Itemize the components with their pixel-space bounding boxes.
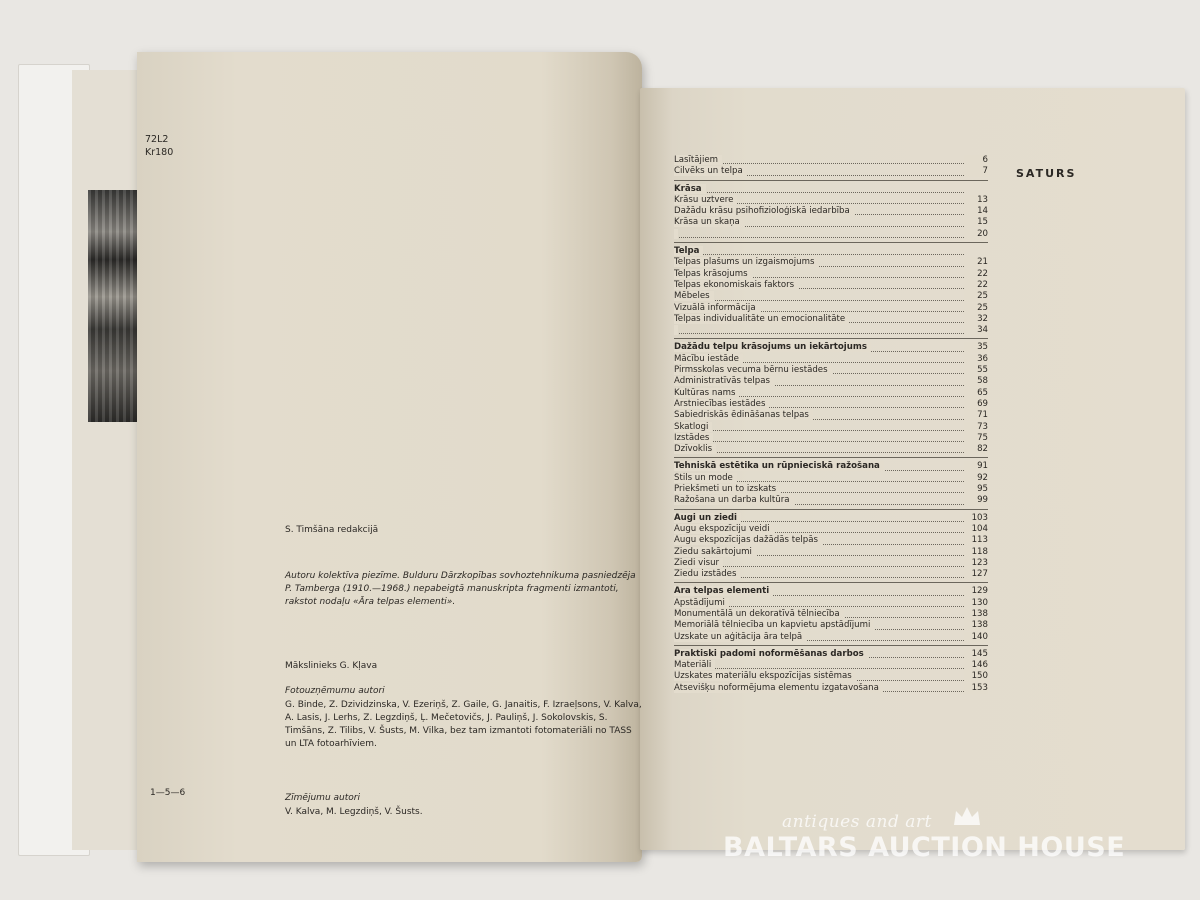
toc-entry-label: Sabiedriskās ēdināšanas telpas bbox=[674, 410, 813, 420]
toc-entry-page: 22 bbox=[964, 269, 988, 280]
toc-entry-label: Praktiski padomi noformēšanas darbos bbox=[674, 649, 868, 659]
photo-authors-title: Fotouzņēmumu autori bbox=[285, 686, 385, 696]
toc-entry-page: 65 bbox=[964, 388, 988, 399]
toc-entry-page: 113 bbox=[964, 535, 988, 546]
toc-entry-label: Dažādu telpu krāsojums un iekārtojums bbox=[674, 342, 871, 352]
toc-leader-dots bbox=[674, 300, 964, 301]
toc-entry-label bbox=[674, 229, 678, 239]
toc-entry-label: Āra telpas elementi bbox=[674, 586, 773, 596]
toc-entry bbox=[674, 399, 988, 410]
toc-entry-label: Telpas plašums un izgaismojums bbox=[674, 257, 818, 267]
toc-entry bbox=[674, 444, 988, 455]
toc-entry-label: Monumentālā un dekoratīvā tēlniecība bbox=[674, 609, 844, 619]
toc-entry bbox=[674, 433, 988, 444]
toc-entry-label: Telpas individualitāte un emocionalitāte bbox=[674, 314, 849, 324]
toc-entry-label: Kultūras nams bbox=[674, 388, 739, 398]
toc-entry-page: 71 bbox=[964, 410, 988, 421]
toc-entry-page: 22 bbox=[964, 280, 988, 291]
toc-entry-page: 130 bbox=[964, 598, 988, 609]
toc-entry bbox=[674, 609, 988, 620]
toc-entry bbox=[674, 513, 988, 524]
toc-entry-page: 99 bbox=[964, 495, 988, 506]
watermark-brand: BALTARS AUCTION HOUSE bbox=[723, 832, 1126, 863]
toc-entry-page: 95 bbox=[964, 484, 988, 495]
toc-entry-page: 118 bbox=[964, 547, 988, 558]
photo-fragment bbox=[88, 190, 138, 422]
toc-entry bbox=[674, 620, 988, 631]
editor-credit: S. Timšāna redakcijā bbox=[285, 525, 379, 535]
authors-note: Autoru kolektīva piezīme. Bulduru Dārzkopības sovhoztehnikuma pasniedzēja P. Tamberga (1910.—1968.) nepabeigtā manuskripta fragmenti izmantoti, rakstot nodaļu «Āra telpas elementi». bbox=[285, 571, 636, 607]
toc-entry-label: Administratīvās telpas bbox=[674, 376, 774, 386]
contents-heading: SATURS bbox=[1016, 167, 1077, 180]
toc-entry bbox=[674, 547, 988, 558]
toc-entry-label: Telpa bbox=[674, 246, 703, 256]
toc-entry bbox=[674, 495, 988, 506]
toc-entry-page: 103 bbox=[964, 513, 988, 524]
toc-entry-label: Ziedu sakārtojumi bbox=[674, 547, 756, 557]
toc-entry-page: 92 bbox=[964, 473, 988, 484]
drawing-authors-list: V. Kalva, M. Legzdiņš, V. Šusts. bbox=[285, 807, 423, 817]
toc-entry-page: 13 bbox=[964, 195, 988, 206]
toc-entry-label: Krāsa bbox=[674, 184, 706, 194]
toc-entry-label: Augu ekspozīcijas dažādās telpās bbox=[674, 535, 822, 545]
toc-entry-page: 14 bbox=[964, 206, 988, 217]
toc-entry-label: Cilvēks un telpa bbox=[674, 166, 747, 176]
toc-entry bbox=[674, 535, 988, 546]
artist-credit: Mākslinieks G. Kļava bbox=[285, 661, 378, 671]
toc-entry bbox=[674, 649, 988, 660]
toc-entry bbox=[674, 388, 988, 399]
book-inner-cover bbox=[72, 70, 142, 850]
toc-entry-label: Pirmsskolas vecuma bērnu iestādes bbox=[674, 365, 832, 375]
toc-entry-page: 138 bbox=[964, 609, 988, 620]
toc-entry bbox=[674, 632, 988, 643]
toc-entry-page: 75 bbox=[964, 433, 988, 444]
toc-entry bbox=[674, 229, 988, 240]
toc-section-divider bbox=[674, 457, 988, 458]
toc-entry-page: 6 bbox=[964, 155, 988, 166]
toc-entry-page: 146 bbox=[964, 660, 988, 671]
toc-entry-label: Telpas krāsojums bbox=[674, 269, 752, 279]
toc-entry-label: Krāsa un skaņa bbox=[674, 217, 744, 227]
toc-entry-page: 150 bbox=[964, 671, 988, 682]
watermark-tagline: antiques and art bbox=[782, 812, 932, 832]
toc-entry bbox=[674, 558, 988, 569]
toc-entry bbox=[674, 325, 988, 336]
toc-entry-label: Uzskate un aģitācija āra telpā bbox=[674, 632, 806, 642]
toc-entry-page: 82 bbox=[964, 444, 988, 455]
toc-entry-label: Augi un ziedi bbox=[674, 513, 741, 523]
toc-entry bbox=[674, 280, 988, 291]
toc-leader-dots bbox=[674, 237, 964, 238]
toc-entry-page: 69 bbox=[964, 399, 988, 410]
toc-entry bbox=[674, 586, 988, 597]
toc-entry-label: Mācību iestāde bbox=[674, 354, 743, 364]
toc-entry-page: 55 bbox=[964, 365, 988, 376]
toc-entry-label: Dzīvoklis bbox=[674, 444, 716, 454]
toc-entry bbox=[674, 376, 988, 387]
crown-icon bbox=[952, 805, 982, 827]
toc-entry-page: 140 bbox=[964, 632, 988, 643]
toc-entry bbox=[674, 217, 988, 228]
toc-entry bbox=[674, 598, 988, 609]
catalog-code-line: Kr180 bbox=[145, 147, 174, 158]
toc-entry bbox=[674, 314, 988, 325]
toc-entry-page: 20 bbox=[964, 229, 988, 240]
toc-entry-page: 32 bbox=[964, 314, 988, 325]
print-code: 1—5—6 bbox=[150, 788, 186, 798]
drawing-authors-title: Zīmējumu autori bbox=[285, 793, 360, 803]
toc-entry bbox=[674, 524, 988, 535]
catalog-code-line: 72L2 bbox=[145, 134, 169, 145]
catalog-code bbox=[145, 133, 173, 159]
toc-entry-label: Atsevišķu noformējuma elementu izgatavošana bbox=[674, 683, 883, 693]
toc-entry bbox=[674, 422, 988, 433]
toc-entry-page: 35 bbox=[964, 342, 988, 353]
toc-entry bbox=[674, 569, 988, 580]
toc-entry-page: 153 bbox=[964, 683, 988, 694]
toc-entry-label: Tehniskā estētika un rūpnieciskā ražošana bbox=[674, 461, 884, 471]
toc-entry bbox=[674, 206, 988, 217]
toc-entry bbox=[674, 683, 988, 694]
toc-entry-page: 25 bbox=[964, 303, 988, 314]
toc-entry-page: 129 bbox=[964, 586, 988, 597]
toc-entry-label: Izstādes bbox=[674, 433, 713, 443]
toc-leader-dots bbox=[674, 430, 964, 431]
toc-entry-page: 138 bbox=[964, 620, 988, 631]
toc-entry bbox=[674, 155, 988, 166]
toc-entry-label: Ražošana un darba kultūra bbox=[674, 495, 794, 505]
toc-entry bbox=[674, 484, 988, 495]
toc-entry-page: 73 bbox=[964, 422, 988, 433]
toc-entry bbox=[674, 246, 988, 257]
toc-entry-label: Ziedi visur bbox=[674, 558, 723, 568]
toc-entry-label: Memoriālā tēlniecība un kapvietu apstādījumi bbox=[674, 620, 874, 630]
toc-entry bbox=[674, 461, 988, 472]
toc-entry-page: 21 bbox=[964, 257, 988, 268]
toc-entry-page: 127 bbox=[964, 569, 988, 580]
toc-entry-label: Ārstniecības iestādes bbox=[674, 399, 769, 409]
toc-entry bbox=[674, 195, 988, 206]
toc-entry-label: Stils un mode bbox=[674, 473, 737, 483]
toc-entry-label: Vizuālā informācija bbox=[674, 303, 760, 313]
toc-entry bbox=[674, 660, 988, 671]
toc-leader-dots bbox=[674, 668, 964, 669]
toc-section-divider bbox=[674, 509, 988, 510]
toc-entry-label: Krāsu uztvere bbox=[674, 195, 737, 205]
toc-entry bbox=[674, 184, 988, 195]
toc-entry-page: 25 bbox=[964, 291, 988, 302]
toc-leader-dots bbox=[674, 441, 964, 442]
toc-entry-page: 36 bbox=[964, 354, 988, 365]
toc-entry bbox=[674, 166, 988, 177]
toc-entry-label: Skatlogi bbox=[674, 422, 712, 432]
toc-entry bbox=[674, 291, 988, 302]
toc-leader-dots bbox=[674, 254, 964, 255]
toc-section-divider bbox=[674, 645, 988, 646]
toc-entry-label bbox=[674, 325, 678, 335]
toc-leader-dots bbox=[674, 452, 964, 453]
toc-entry bbox=[674, 473, 988, 484]
toc-entry bbox=[674, 671, 988, 682]
toc-entry-label: Apstādījumi bbox=[674, 598, 729, 608]
toc-entry-page: 7 bbox=[964, 166, 988, 177]
toc-entry-label: Dažādu krāsu psihofizioloģiskā iedarbība bbox=[674, 206, 854, 216]
toc-entry-label: Materiāli bbox=[674, 660, 715, 670]
toc-entry-label: Ziedu izstādes bbox=[674, 569, 740, 579]
toc-section-divider bbox=[674, 180, 988, 181]
toc-entry-page: 123 bbox=[964, 558, 988, 569]
toc-section-divider bbox=[674, 242, 988, 243]
toc-entry-page: 145 bbox=[964, 649, 988, 660]
toc-leader-dots bbox=[674, 333, 964, 334]
toc-entry bbox=[674, 365, 988, 376]
toc-entry bbox=[674, 303, 988, 314]
table-of-contents bbox=[674, 155, 988, 694]
toc-entry bbox=[674, 354, 988, 365]
toc-entry bbox=[674, 342, 988, 353]
toc-entry-page: 104 bbox=[964, 524, 988, 535]
toc-entry-label: Telpas ekonomiskais faktors bbox=[674, 280, 798, 290]
toc-entry-label: Lasītājiem bbox=[674, 155, 722, 165]
photo-authors-list: G. Binde, Z. Dzividzinska, V. Ezeriņš, Z. Gaile, G. Janaitis, F. Izraeļsons, V. Kalva, A. Lasis, J. Lerhs, Z. Legzdiņš, Ļ. Mečetovičs, J. Pauliņš, J. Sokolovskis, S. Timšāns, Z. Tilibs, V. Šusts, M. Vilka, bez tam izmantoti fotomateriāli no TASS un LTA fotoarhīviem. bbox=[285, 700, 642, 749]
toc-entry-label: Mēbeles bbox=[674, 291, 714, 301]
toc-entry-label: Augu ekspozīciju veidi bbox=[674, 524, 774, 534]
toc-entry-label: Priekšmeti un to izskats bbox=[674, 484, 780, 494]
toc-entry bbox=[674, 269, 988, 280]
toc-entry-label: Uzskates materiālu ekspozīcijas sistēmas bbox=[674, 671, 856, 681]
toc-entry-page: 91 bbox=[964, 461, 988, 472]
toc-entry-page: 34 bbox=[964, 325, 988, 336]
toc-entry-page: 58 bbox=[964, 376, 988, 387]
toc-entry bbox=[674, 410, 988, 421]
toc-leader-dots bbox=[674, 192, 964, 193]
toc-section-divider bbox=[674, 582, 988, 583]
toc-section-divider bbox=[674, 338, 988, 339]
toc-entry-page: 15 bbox=[964, 217, 988, 228]
toc-entry bbox=[674, 257, 988, 268]
